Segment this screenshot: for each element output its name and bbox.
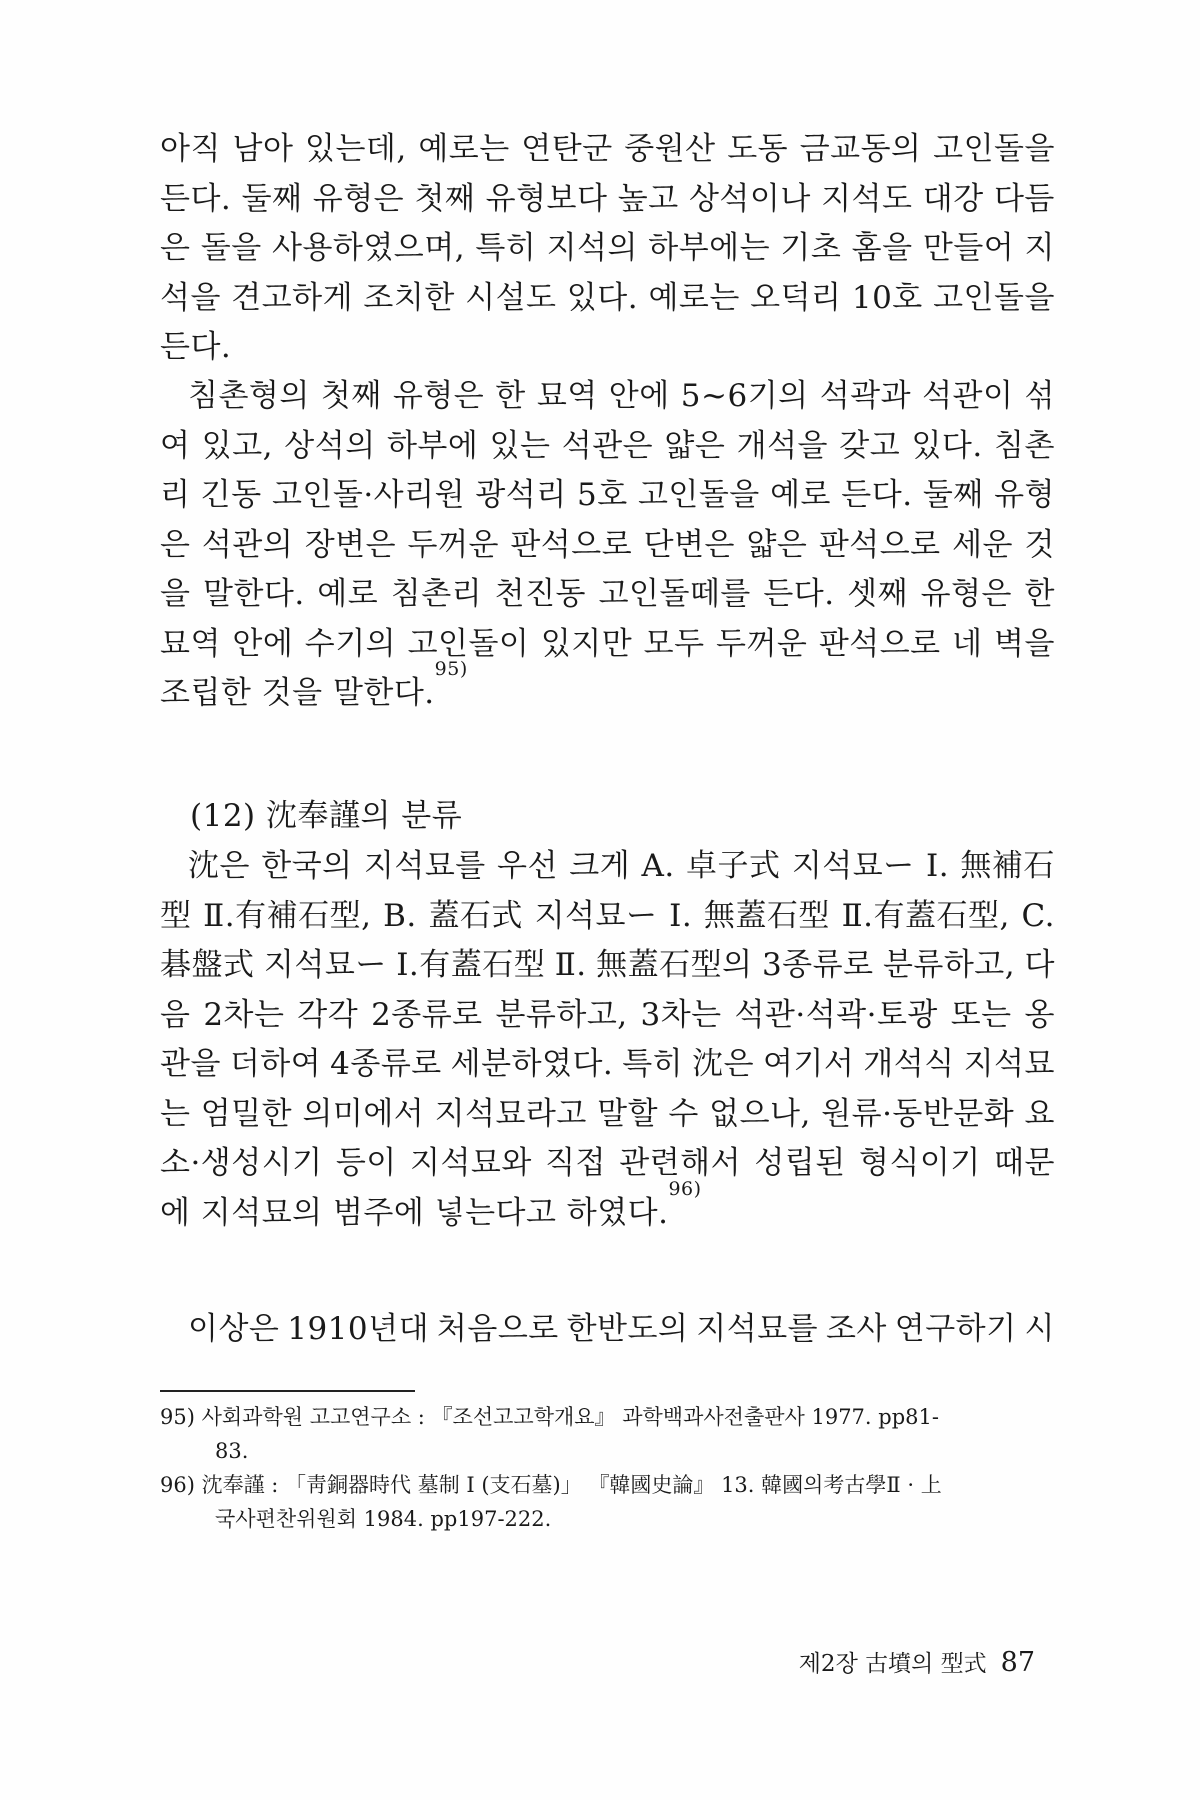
word: 옹 <box>1024 996 1055 1033</box>
word: 형식이기 <box>858 1145 981 1181</box>
word: 도동 <box>727 131 789 167</box>
paragraph-2 <box>160 372 1055 719</box>
word: 안에 <box>608 378 670 414</box>
word: 지석도 <box>821 180 913 217</box>
footnotes <box>160 1400 1055 1536</box>
word: 개석을 <box>736 427 828 464</box>
word: 든다. <box>763 576 835 612</box>
word: 하부에 <box>386 427 479 464</box>
word: 첫째 <box>320 378 382 414</box>
word: 시설도 <box>465 279 557 316</box>
word: 는 <box>160 1095 191 1132</box>
word: 수기의 <box>304 625 397 662</box>
word: 유형 <box>994 477 1055 513</box>
word: 묘역 <box>536 378 598 414</box>
word: 견고하게 <box>231 279 354 316</box>
word: 관을 <box>160 1046 221 1082</box>
word: 둘째 <box>922 477 984 513</box>
word: 예로는 <box>648 279 740 316</box>
word: 원류·동반문화 <box>821 1095 1015 1132</box>
footnote-ref-95[interactable]: 95) <box>434 658 468 680</box>
text-line <box>160 125 1055 175</box>
word: 예로 <box>317 576 379 612</box>
word: 은 <box>160 526 191 563</box>
word: B. <box>383 897 417 934</box>
page-number: 87 <box>1000 1647 1035 1678</box>
word: 있다. <box>911 427 983 464</box>
paragraph-3 <box>160 842 1055 1238</box>
word: 여 <box>160 427 191 464</box>
word: 대강 <box>922 180 984 217</box>
word: 장변은 <box>304 526 397 563</box>
word: 얇은 <box>746 526 808 563</box>
word: 돌을 <box>200 230 262 266</box>
word: 금교동의 <box>799 131 922 167</box>
word: 지석의 <box>546 230 638 266</box>
word: 말한다. <box>203 576 305 612</box>
word: 더하여 <box>229 1046 322 1082</box>
word: 지석묘ー <box>791 848 915 884</box>
word: 유형은 <box>392 378 485 414</box>
word: 한국의 <box>261 848 353 884</box>
text-line <box>160 570 1055 620</box>
word: 한 <box>1024 576 1055 612</box>
word: Ⅱ.有補石型, <box>203 897 372 934</box>
word: 다듬 <box>993 180 1055 217</box>
chapter-title: 제2장 古墳의 型式 <box>798 1651 987 1677</box>
word: 석관의 <box>201 526 294 563</box>
word: 없으나, <box>709 1095 811 1132</box>
word: 蓋石式 <box>428 897 523 934</box>
word: 이상은 <box>188 1311 280 1347</box>
footnote-ref-96[interactable]: 96) <box>668 1177 702 1200</box>
word: 남아 <box>232 131 294 167</box>
word: 침촌 <box>994 427 1055 464</box>
word: 지 <box>1024 230 1055 266</box>
word: 지석묘ー <box>534 897 658 934</box>
word: 있는 <box>489 427 551 464</box>
word: 고인돌을 <box>637 477 760 513</box>
text-line <box>160 1139 1055 1189</box>
word: 지석묘라고 <box>434 1095 587 1132</box>
running-footer <box>799 1645 1035 1678</box>
word: 두꺼운 <box>407 526 499 563</box>
footnote-95: 95) 사회과학원 고고연구소 : 『조선고고학개요』 과학백과사전출판사 1977. pp81- <box>160 1405 939 1429</box>
word: 유형보다 <box>485 180 608 217</box>
word: 예로는 <box>418 131 510 167</box>
word: 한반도의 <box>566 1311 689 1347</box>
word: 모두 <box>643 625 705 662</box>
word: 분류하고, <box>882 947 1016 983</box>
text-line <box>160 1305 1055 1355</box>
word: 유형은 <box>312 180 405 217</box>
word: 지석묘ー <box>263 947 387 983</box>
word: 특히 <box>475 230 537 266</box>
word: 각각 <box>297 996 359 1033</box>
word: Ⅱ. <box>554 947 587 983</box>
word: I. <box>926 848 950 884</box>
word: 오덕리 <box>750 279 842 316</box>
word: 있다. <box>566 279 639 316</box>
text-line <box>160 892 1055 942</box>
footnote-96-continuation: 국사편찬위원회 1984. pp197-222. <box>215 1507 552 1531</box>
word: 연구하기 <box>894 1311 1017 1347</box>
word: 말할 <box>597 1095 659 1132</box>
word: 여기서 <box>762 1046 855 1082</box>
word: 얇은 <box>664 427 726 464</box>
text-line <box>160 1040 1055 1090</box>
text-line <box>160 658 1055 719</box>
word: 고인돌을 <box>933 279 1055 316</box>
word: 만들어 <box>922 230 1015 266</box>
paragraph-1 <box>160 125 1055 373</box>
word: 1910년대 <box>287 1311 430 1347</box>
word: 기초 <box>780 230 842 266</box>
word: 은 <box>160 230 191 266</box>
text-line <box>160 1090 1055 1140</box>
word: 의미에서 <box>302 1095 425 1132</box>
word: 든다. <box>841 477 913 513</box>
paragraph-4 <box>160 1305 1055 1355</box>
word: Ⅱ.有蓋石型, <box>841 897 1010 934</box>
word: 고인돌이 <box>407 625 530 662</box>
word: 네 <box>952 625 983 662</box>
word: 예로 <box>770 477 831 513</box>
word: 시 <box>1024 1311 1055 1347</box>
word: 3종류로 <box>761 947 874 983</box>
word: 등이 <box>335 1145 397 1181</box>
word: 2차는 <box>203 996 285 1033</box>
word: 든다. <box>160 180 232 217</box>
word: 소·생성시기 <box>160 1145 323 1181</box>
word: 있지만 <box>540 625 633 662</box>
word: 있고, <box>201 427 273 464</box>
word: 석관이 <box>922 378 1014 414</box>
word: 조사 <box>825 1311 887 1347</box>
word: 단변은 <box>643 526 735 563</box>
word: 10호 <box>851 279 923 316</box>
word: 것 <box>1024 526 1055 563</box>
word: 상석이나 <box>688 180 811 217</box>
word: 섞 <box>1024 378 1055 414</box>
word: 또는 <box>950 996 1012 1033</box>
word: 개석식 <box>863 1046 955 1082</box>
word: 다 <box>1024 947 1055 983</box>
text-line <box>160 422 1055 472</box>
word: 한 <box>495 378 526 414</box>
text-line: 든다. <box>160 329 232 365</box>
word: 하부에는 <box>648 230 771 266</box>
text-line <box>160 521 1055 571</box>
word: 크게 <box>569 848 631 884</box>
word: 광석리 <box>475 477 567 513</box>
word: 판석으로 <box>510 526 633 563</box>
word: 두꺼운 <box>716 625 808 662</box>
word: 분류하고, <box>495 996 628 1033</box>
word: 연탄군 <box>521 131 613 167</box>
footnote-divider <box>160 1390 415 1392</box>
text-line <box>160 224 1055 274</box>
word: C. <box>1021 897 1055 934</box>
word: 세분하였다. <box>450 1046 614 1082</box>
word: 안에 <box>232 625 294 662</box>
word: 석관은 <box>561 427 654 464</box>
word: 4종류로 <box>330 1046 442 1082</box>
text-line <box>160 274 1055 324</box>
word: 2종류로 <box>371 996 483 1033</box>
word: 침촌리 <box>390 576 483 612</box>
word: 고인돌떼를 <box>598 576 751 612</box>
word: I. <box>669 897 693 934</box>
word: 홈을 <box>851 230 913 266</box>
word: 요 <box>1024 1095 1055 1132</box>
word: 우선 <box>497 848 558 884</box>
text-line <box>160 842 1055 892</box>
word: 관련해서 <box>619 1145 742 1181</box>
footnote-96: 96) 沈奉謹 : 「靑銅器時代 墓制 I (支石墓)」 『韓國史論』 13. 韓國의考古學Ⅱ · 上 <box>160 1473 942 1497</box>
word: 리 <box>160 477 191 513</box>
text-line-content: 에 지석묘의 범주에 넣는다고 하였다. <box>160 1194 669 1231</box>
word: 석을 <box>160 279 221 316</box>
word: 고인돌을 <box>933 131 1055 167</box>
word: 셋째 <box>847 576 909 612</box>
word: 을 <box>160 576 191 612</box>
word: 지석묘를 <box>696 1311 819 1347</box>
word: 無蓋石型 <box>703 897 830 934</box>
word: 처음으로 <box>436 1311 559 1347</box>
word: 세운 <box>952 526 1013 563</box>
word: 3차는 <box>640 996 722 1033</box>
word: 型 <box>160 897 192 934</box>
word: 5~6기의 <box>680 378 809 414</box>
word: 긴동 <box>200 477 262 513</box>
word: 직접 <box>545 1145 606 1181</box>
word: 지석묘를 <box>363 848 486 884</box>
text-line <box>160 372 1055 422</box>
word: 판석으로 <box>818 625 941 662</box>
text-line <box>160 175 1055 225</box>
word: 沈은 <box>188 848 250 884</box>
word: 있는데, <box>305 131 407 167</box>
word: 5호 <box>576 477 628 513</box>
word: I.有蓋石型 <box>396 947 546 983</box>
text-line <box>160 471 1055 521</box>
word: 둘째 <box>241 180 303 217</box>
word: 지석묘 <box>963 1046 1055 1082</box>
word: 석관·석곽·토광 <box>734 996 938 1033</box>
word: 卓子式 <box>686 848 781 884</box>
word: 엄밀한 <box>200 1095 293 1132</box>
text-line <box>160 991 1055 1041</box>
text-line <box>160 1177 1055 1239</box>
text-line-content: 조립한 것을 말한다. <box>160 675 435 711</box>
word: 특히 <box>622 1046 684 1082</box>
word: 아직 <box>160 131 221 167</box>
word: 沈은 <box>692 1046 755 1082</box>
word: 수 <box>668 1095 699 1132</box>
text-line <box>160 941 1055 991</box>
word: 벽을 <box>994 625 1055 662</box>
word: 고인돌·사리원 <box>271 477 466 513</box>
word: 지석묘와 <box>410 1145 532 1181</box>
word: 無蓋石型의 <box>596 947 753 983</box>
word: 침촌형의 <box>188 378 310 414</box>
word: A. <box>641 848 675 884</box>
word: 첫째 <box>414 180 476 217</box>
word: 중원산 <box>624 131 716 167</box>
word: 천진동 <box>494 576 586 612</box>
word: 때문 <box>994 1145 1055 1181</box>
word: 無補石 <box>960 848 1055 884</box>
footnote-95-continuation: 83. <box>215 1439 249 1463</box>
word: 성립된 <box>754 1145 846 1181</box>
word: 유형은 <box>920 576 1012 612</box>
word: 사용하였으며, <box>272 230 466 266</box>
word: 높고 <box>617 180 679 217</box>
word: 판석으로 <box>818 526 941 563</box>
word: 음 <box>160 996 191 1033</box>
text-line <box>160 620 1055 670</box>
word: 석곽과 <box>819 378 912 414</box>
word: 碁盤式 <box>160 947 255 983</box>
section-heading: (12) 沈奉謹의 분류 <box>190 798 463 834</box>
word: 상석의 <box>284 427 376 464</box>
word: 조치한 <box>363 279 455 316</box>
word: 묘역 <box>160 625 221 662</box>
word: 갖고 <box>839 427 901 464</box>
